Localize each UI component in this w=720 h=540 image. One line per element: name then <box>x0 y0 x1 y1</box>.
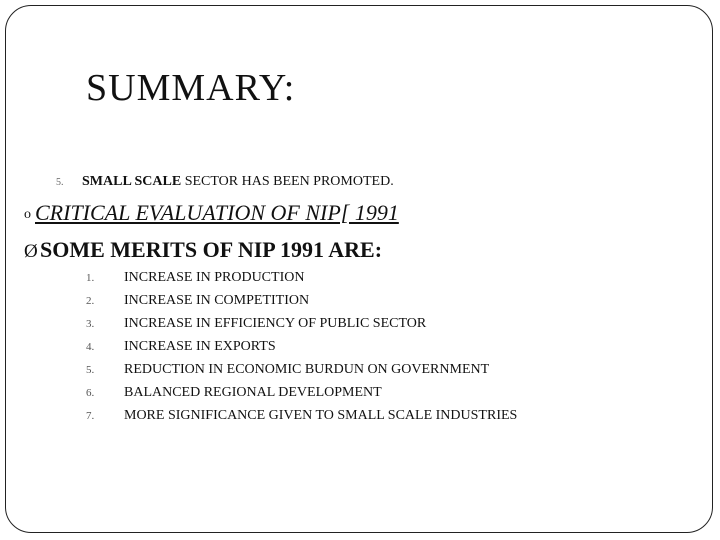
list-item-number: 3. <box>86 318 95 330</box>
list-item-text: BALANCED REGIONAL DEVELOPMENT <box>124 385 382 400</box>
critical-evaluation-text: CRITICAL EVALUATION OF NIP[ 1991 <box>35 200 399 225</box>
merits-heading-text: SOME MERITS OF NIP 1991 ARE: <box>40 237 383 262</box>
list-item <box>86 338 517 361</box>
point-5 <box>56 174 394 190</box>
list-item-number: 1. <box>86 272 95 284</box>
arrow-bullet-icon: Ø <box>24 241 38 262</box>
list-item <box>86 361 517 384</box>
critical-evaluation-heading <box>24 200 399 226</box>
list-item-number: 2. <box>86 295 95 307</box>
list-item-text: MORE SIGNIFICANCE GIVEN TO SMALL SCALE INDUSTRIES <box>124 408 518 423</box>
list-item-number: 7. <box>86 410 95 422</box>
point-5-number: 5. <box>56 177 64 188</box>
list-item-text: INCREASE IN EXPORTS <box>124 339 276 354</box>
slide-frame <box>5 5 713 533</box>
list-item-number: 4. <box>86 341 95 353</box>
point-5-text: SECTOR HAS BEEN PROMOTED. <box>181 174 394 189</box>
list-item-text: INCREASE IN PRODUCTION <box>124 270 305 285</box>
list-item <box>86 384 517 407</box>
merits-list <box>86 269 517 430</box>
list-item <box>86 292 517 315</box>
list-item <box>86 315 517 338</box>
list-item-text: REDUCTION IN ECONOMIC BURDUN ON GOVERNMENT <box>124 362 490 377</box>
list-item <box>86 269 517 292</box>
list-item-number: 5. <box>86 364 95 376</box>
circle-bullet-icon: o <box>24 207 31 222</box>
list-item-text: INCREASE IN COMPETITION <box>124 293 310 308</box>
list-item-text: INCREASE IN EFFICIENCY OF PUBLIC SECTOR <box>124 316 427 331</box>
point-5-bold-text: SMALL SCALE <box>82 174 182 189</box>
merits-heading <box>24 237 382 263</box>
list-item <box>86 407 517 430</box>
slide-title: SUMMARY: <box>86 67 296 109</box>
list-item-number: 6. <box>86 387 95 399</box>
